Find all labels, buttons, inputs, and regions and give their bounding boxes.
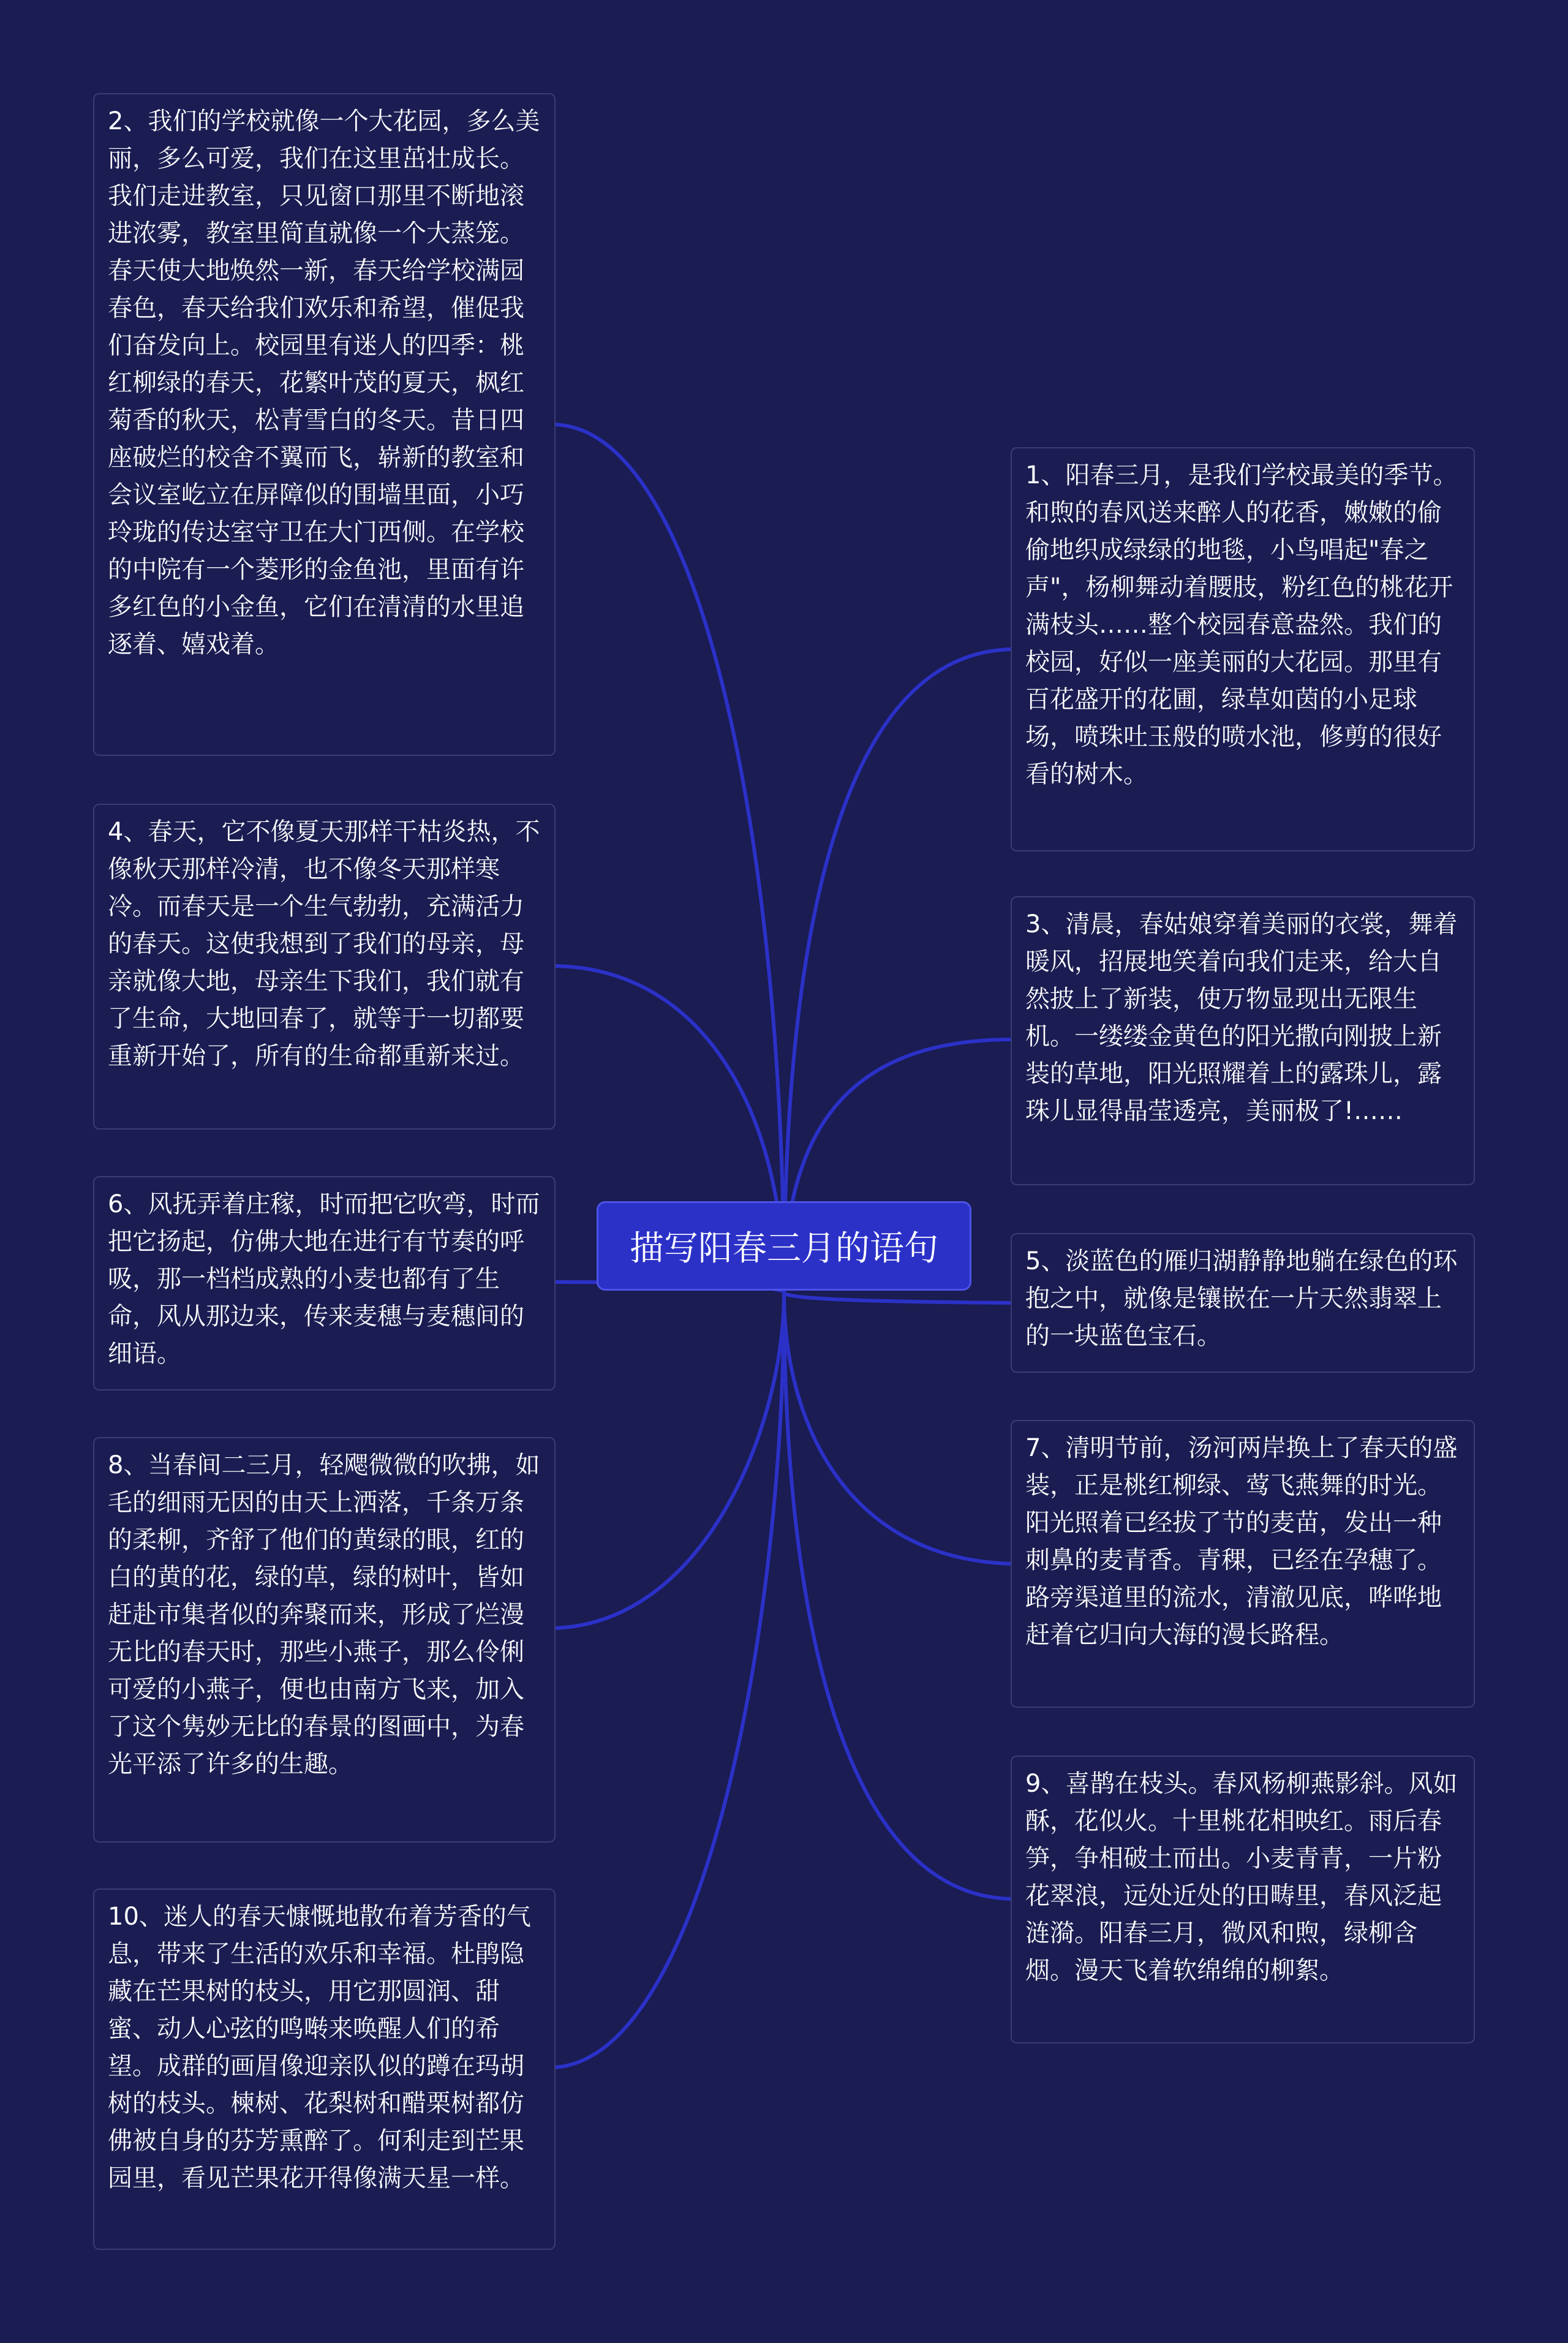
topic-node-4[interactable]: 4、春天，它不像夏天那样干枯炎热，不像秋天那样冷清，也不像冬天那样寒冷。而春天是一个生气勃勃，充满活力的春天。这使我想到了我们的母亲，母亲就像大地，母亲生下我们，我们就有了生命，大地回春了，就等于一切都要重新开始了，所有的生命都重新来过。	[93, 804, 556, 1130]
connector-center-to-n1	[784, 649, 1012, 1292]
topic-node-8[interactable]: 8、当春间二三月，轻飔微微的吹拂，如毛的细雨无因的由天上洒落，千条万条的柔柳，齐舒了他们的黄绿的眼，红的白的黄的花，绿的草，绿的树叶，皆如赶赴市集者似的奔聚而来，形成了烂漫无比的春天时，那些小燕子，那么伶俐可爱的小燕子，便也由南方飞来，加入了这个隽妙无比的春景的图画中，为春光平添了许多的生趣。	[93, 1437, 556, 1843]
connector-center-to-n9	[784, 1292, 1012, 1899]
connector-center-to-n5	[784, 1292, 1012, 1303]
connector-center-to-n8	[554, 1292, 784, 1628]
connector-center-to-n2	[554, 424, 784, 1292]
topic-node-7[interactable]: 7、清明节前，汤河两岸换上了春天的盛装，正是桃红柳绿、莺飞燕舞的时光。阳光照着已经拔了节的麦苗，发出一种刺鼻的麦青香。青稞，已经在孕穗了。路旁渠道里的流水，清澈见底，哗哗地赶着它归向大海的漫长路程。	[1011, 1420, 1475, 1708]
topic-node-6[interactable]: 6、风抚弄着庄稼，时而把它吹弯，时而把它扬起，仿佛大地在进行有节奏的呼吸，那一档档成熟的小麦也都有了生命，风从那边来，传来麦穗与麦穗间的细语。	[93, 1176, 556, 1390]
topic-node-9[interactable]: 9、喜鹊在枝头。春风杨柳燕影斜。风如酥，花似火。十里桃花相映红。雨后春笋，争相破土而出。小麦青青，一片粉花翠浪，远处近处的田畴里，春风泛起涟漪。阳春三月，微风和煦，绿柳含烟。漫天飞着软绵绵的柳絮。	[1011, 1756, 1475, 2043]
topic-node-3[interactable]: 3、清晨，春姑娘穿着美丽的衣裳，舞着暖风，招展地笑着向我们走来，给大自然披上了新装，使万物显现出无限生机。一缕缕金黄色的阳光撒向刚披上新装的草地，阳光照耀着上的露珠儿，露珠儿显得晶莹透亮，美丽极了!……	[1011, 896, 1475, 1185]
topic-node-2[interactable]: 2、我们的学校就像一个大花园，多么美丽，多么可爱，我们在这里茁壮成长。我们走进教室，只见窗口那里不断地滚进浓雾，教室里简直就像一个大蒸笼。春天使大地焕然一新，春天给学校满园春色，春天给我们欢乐和希望，催促我们奋发向上。校园里有迷人的四季：桃红柳绿的春天，花繁叶茂的夏天，枫红菊香的秋天，松青雪白的冬天。昔日四座破烂的校舍不翼而飞，崭新的教室和会议室屹立在屏障似的围墙里面，小巧玲珑的传达室守卫在大门西侧。在学校的中院有一个菱形的金鱼池，里面有许多红色的小金鱼，它们在清清的水里追逐着、嬉戏着。	[93, 93, 556, 756]
topic-node-1[interactable]: 1、阳春三月，是我们学校最美的季节。和煦的春风送来醉人的花香，嫩嫩的偷偷地织成绿绿的地毯，小鸟唱起"春之声"，杨柳舞动着腰肢，粉红色的桃花开满枝头……整个校园春意盎然。我们的校园，好似一座美丽的大花园。那里有百花盛开的花圃，绿草如茵的小足球场，喷珠吐玉般的喷水池，修剪的很好看的树木。	[1011, 447, 1475, 851]
connector-center-to-n10	[554, 1292, 784, 2067]
connector-center-to-n7	[784, 1292, 1012, 1564]
topic-node-10[interactable]: 10、迷人的春天慷慨地散布着芳香的气息，带来了生活的欢乐和幸福。杜鹃隐藏在芒果树的枝头，用它那圆润、甜蜜、动人心弦的鸣啭来唤醒人们的希望。成群的画眉像迎亲队似的蹲在玛胡树的枝头。楝树、花梨树和醋栗树都仿佛被自身的芬芳熏醉了。何利走到芒果园里，看见芒果花开得像满天星一样。	[93, 1888, 556, 2250]
central-topic[interactable]: 描写阳春三月的语句	[597, 1201, 971, 1291]
topic-node-5[interactable]: 5、淡蓝色的雁归湖静静地躺在绿色的环抱之中，就像是镶嵌在一片天然翡翠上的一块蓝色宝石。	[1011, 1233, 1475, 1373]
